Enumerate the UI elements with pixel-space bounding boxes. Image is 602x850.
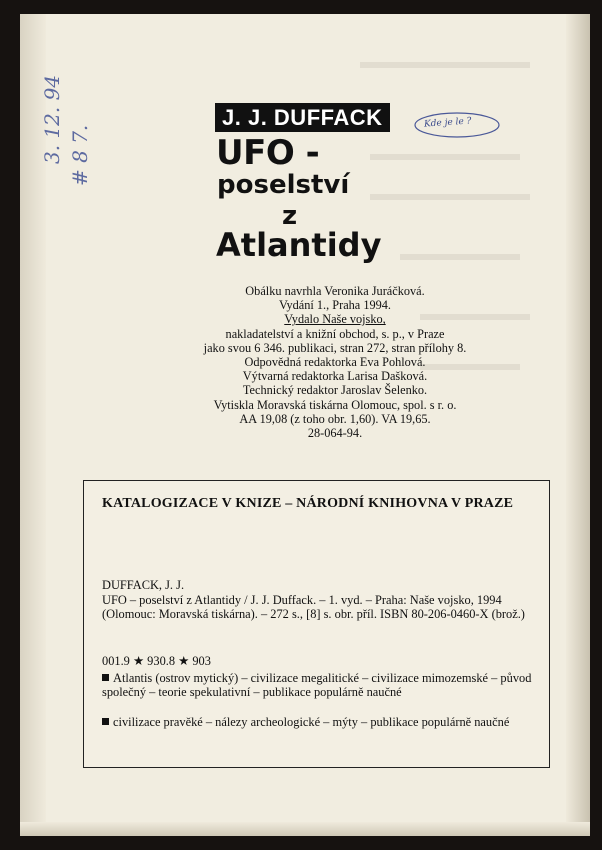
colophon-line: Vydalo Naše vojsko,	[284, 312, 386, 327]
handwritten-margin-note	[412, 110, 502, 140]
book-page	[20, 14, 590, 836]
colophon	[170, 284, 500, 440]
cip-heading: KATALOGIZACE V KNIZE – NÁRODNÍ KNIHOVNA V PRAZE	[102, 496, 514, 511]
cip-subject	[102, 715, 534, 729]
page-bottom-edge	[20, 822, 590, 836]
colophon-line: Technický redaktor Jaroslav Šelenko.	[242, 383, 428, 398]
show-through-line	[360, 62, 530, 68]
colophon-line: 28-064-94.	[307, 426, 363, 441]
colophon-line: Obálku navrhla Veronika Juráčková.	[245, 284, 425, 298]
author-banner: J. J. DUFFACK	[215, 103, 390, 132]
cataloguing-box	[83, 480, 550, 768]
handwritten-note-text: Kde je le ?	[423, 116, 472, 130]
cip-subject	[102, 671, 534, 699]
show-through-line	[370, 154, 520, 160]
title-line-4: Atlantidy	[216, 226, 382, 264]
cip-subject-text: Atlantis (ostrov mytický) – civilizace megalitické – civilizace mimozemské – původ společný – teorie spekulativní – publikace populárně naučné	[102, 671, 532, 699]
colophon-line: nakladatelství a knižní obchod, s. p., v Praze	[225, 326, 445, 341]
colophon-line: jako svou 6 346. publikaci, stran 272, stran přílohy 8.	[203, 340, 467, 355]
page-right-edge	[566, 14, 590, 836]
show-through-line	[400, 254, 520, 260]
bullet-square-icon	[102, 674, 109, 681]
colophon-line: Vytiskla Moravská tiskárna Olomouc, spol. s r. o.	[213, 397, 457, 412]
cip-author: DUFFACK, J. J.	[102, 578, 185, 592]
handwritten-number: # 8 7.	[68, 124, 92, 186]
bullet-square-icon	[102, 718, 109, 725]
cip-classification: 001.9 ★ 930.8 ★ 903	[102, 654, 211, 668]
cip-record: UFO – poselství z Atlantidy / J. J. Duffack. – 1. vyd. – Praha: Naše vojsko, 1994 (Olomouc: Moravská tiskárna). – 272 s., [8] s. obr. příl. ISBN 80-206-0460-X (brož.)	[102, 593, 525, 621]
title-line-3: z	[282, 201, 298, 231]
title-line-2: poselství	[217, 170, 350, 200]
colophon-line: Výtvarná redaktorka Larisa Dašková.	[242, 369, 428, 384]
colophon-line: Odpovědná redaktorka Eva Pohlová.	[244, 355, 426, 370]
title-line-1: UFO -	[216, 133, 320, 173]
colophon-line: Vydání 1., Praha 1994.	[278, 298, 392, 313]
cip-subject-text: civilizace pravěké – nálezy archeologické – mýty – publikace populárně naučné	[113, 715, 510, 729]
handwritten-date: 3. 12. 94	[40, 74, 64, 164]
colophon-line: AA 19,08 (z toho obr. 1,60). VA 19,65.	[239, 411, 431, 426]
show-through-line	[370, 194, 530, 200]
